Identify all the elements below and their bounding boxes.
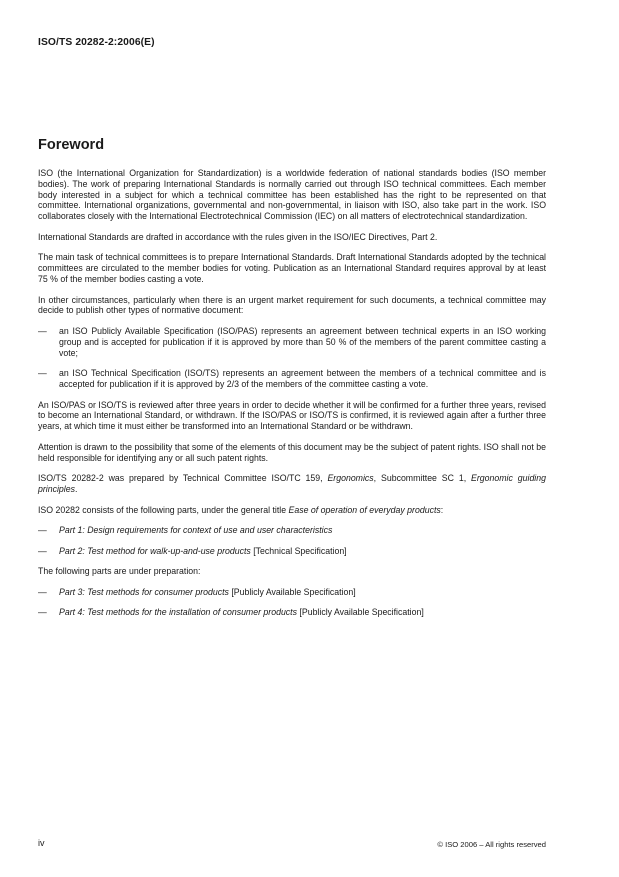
paragraph-under-preparation: The following parts are under preparation: — [38, 566, 201, 577]
list-item-text — [59, 525, 546, 536]
part-title: Part 2: Test method for walk-up-and-use products — [59, 545, 251, 556]
list-item — [38, 546, 546, 557]
list-item-text: an ISO Technical Specification (ISO/TS) represents an agreement between the members of a technical committee and is accepted for publication if it is approved by 2/3 of the members of the committee casting a vote. — [59, 368, 546, 389]
part-note: [Publicly Available Specification] — [228, 586, 356, 597]
list-dash: — — [38, 586, 47, 597]
list-item-text: an ISO Publicly Available Specification (ISO/PAS) represents an agreement between technical experts in an ISO working group and is accepted for publication if it is approved by more than 50 % of the members of the parent committee casting a vote; — [59, 325, 546, 358]
text-span: , Subcommittee SC 1, — [373, 473, 472, 484]
part-title: Part 4: Test methods for the installation of consumer products — [59, 607, 297, 618]
page-number: iv — [38, 838, 45, 848]
text-span: ISO/TS 20282-2 was prepared by Technical Committee ISO/TC 159, — [38, 473, 328, 484]
paragraph-parts-intro — [38, 505, 546, 516]
page-title: Foreword — [38, 137, 105, 153]
list-item — [38, 368, 546, 390]
list-item — [38, 326, 546, 358]
paragraph-main-task: The main task of technical committees is to prepare International Standards. Draft International Standards adopted by the technical committees are circulated to the member bodies for voting. Publication as an International Standard requires approval by at least 75 % of the member bodies casting a vote. — [38, 252, 546, 284]
part-note: [Technical Specification] — [250, 545, 347, 556]
list-item — [38, 587, 546, 598]
general-title: Ease of operation of everyday products — [288, 504, 441, 515]
paragraph-iso-intro: ISO (the International Organization for Standardization) is a worldwide federation of national standards bodies (ISO member bodies). The work of preparing International Standards is normally carried out through ISO technical committees. Each member body interested in a subject for which a technical committee has been established has the right to be represented on that committee. International organizations, governmental and non-governmental, in liaison with ISO, also take part in the work. ISO collaborates closely with the International Electrotechnical Commission (IEC) on all matters of electrotechnical standardization. — [38, 168, 546, 222]
document-id: ISO/TS 20282-2:2006(E) — [38, 37, 155, 48]
part-title: Part 3: Test methods for consumer products — [59, 586, 229, 597]
list-item-text — [59, 546, 546, 557]
list-item — [38, 607, 546, 618]
part-title: Part 1: Design requirements for context of use and user characteristics — [59, 525, 333, 536]
list-dash: — — [38, 525, 47, 536]
list-dash: — — [38, 368, 47, 379]
paragraph-prepared-by — [38, 473, 546, 495]
foreword-body — [38, 168, 546, 628]
copyright-notice: © ISO 2006 – All rights reserved — [437, 840, 546, 849]
committee-name: Ergonomics — [327, 473, 374, 484]
text-span: . — [74, 483, 78, 494]
paragraph-other-circumstances: In other circumstances, particularly when there is an urgent market requirement for such documents, a technical committee may decide to publish other types of normative document: — [38, 294, 546, 316]
paragraph-patent: Attention is drawn to the possibility that some of the elements of this document may be the subject of patent rights. ISO shall not be held responsible for identifying any or all such patent rights. — [38, 441, 546, 463]
paragraph-directives: International Standards are drafted in accordance with the rules given in the ISO/IEC Directives, Part 2. — [38, 231, 438, 242]
list-item — [38, 525, 546, 536]
list-item-text — [59, 607, 546, 618]
list-dash: — — [38, 325, 47, 336]
subcommittee-name: Ergonomic guiding principles — [38, 473, 546, 494]
part-note: [Publicly Available Specification] — [297, 607, 424, 618]
text-span: : — [440, 504, 444, 515]
paragraph-review: An ISO/PAS or ISO/TS is reviewed after three years in order to decide whether it will be confirmed for a further three years, revised to become an International Standard, or withdrawn. If the ISO/PAS or ISO/TS is confirmed, it is reviewed again after a further three years, at which time it must either be transformed into an International Standard or be withdrawn. — [38, 399, 546, 432]
list-dash: — — [38, 607, 47, 618]
list-item-text — [59, 587, 546, 598]
text-span: ISO 20282 consists of the following parts, under the general title — [38, 504, 289, 515]
list-dash: — — [38, 545, 47, 556]
